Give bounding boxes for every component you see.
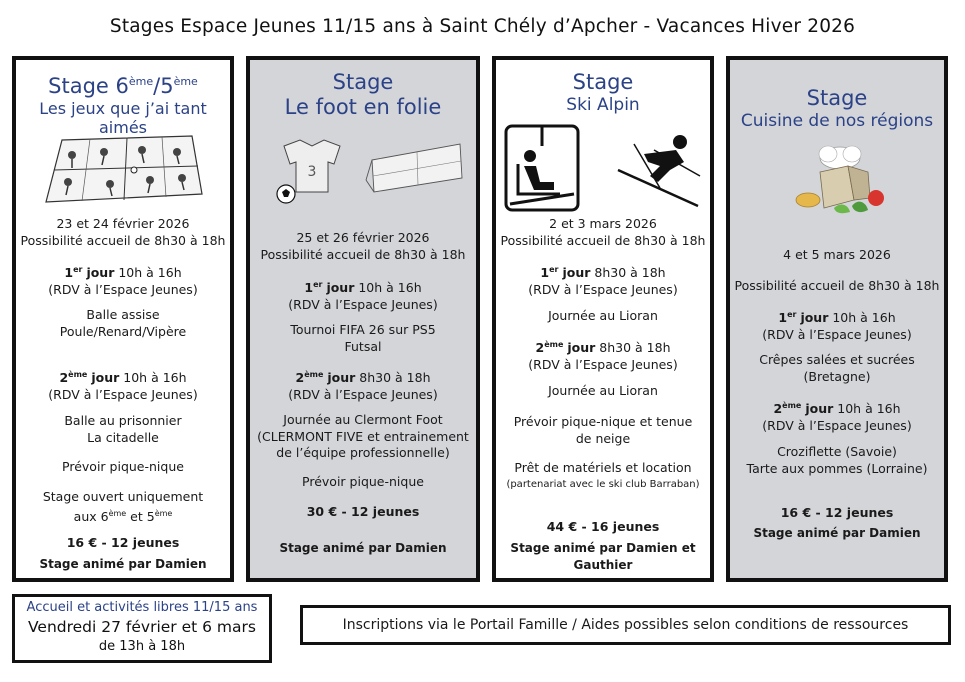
stage-subtitle: Les jeux que j’ai tant aimés xyxy=(39,99,207,138)
inscriptions-banner: Inscriptions via le Portail Famille / Aides possibles selon conditions de ressources xyxy=(300,605,951,645)
stage-subtitle: Ski Alpin xyxy=(566,95,640,116)
stage-price: 16 € - 12 jeunes xyxy=(780,505,894,520)
football-illustration xyxy=(272,136,466,206)
cooking-illustration xyxy=(794,142,890,216)
chairlift-icon xyxy=(504,124,580,212)
stage-price: 16 € - 12 jeunes xyxy=(66,535,180,550)
svg-text:3: 3 xyxy=(307,164,317,180)
stage-header: Stage Cuisine de nos régions xyxy=(730,86,944,132)
stage-card-foot: Stage Le foot en folie 3 25 et 26 février 2026 Possibilité accueil de 8h30 à 18h 1er jour 10h à 16h (RDV à l’Espace Jeunes) Tournoi FIFA 26 sur PS5 Futsal 2ème jour 8h30 à 18h (RDV à l’Espace Jeunes) Journée au Clermont Foot (CLERMONT FIVE et entrainement de l’équipe professionnelle) Prévoir pique-nique 30 € - 12 jeunes Stage animé par Damien xyxy=(246,56,480,582)
stage-header: Stage Ski Alpin xyxy=(496,70,710,116)
stage-subtitle: Le foot en folie xyxy=(284,95,442,120)
stage-animator: Stage animé par Damien et Gauthier xyxy=(510,541,696,572)
page-title: Stages Espace Jeunes 11/15 ans à Saint Chély d’Apcher - Vacances Hiver 2026 xyxy=(109,16,856,37)
stage-animator: Stage animé par Damien xyxy=(39,557,207,571)
stage-price: 44 € - 16 jeunes xyxy=(546,519,660,534)
stage-animator: Stage animé par Damien xyxy=(279,541,447,555)
stage-card-cuisine: Stage Cuisine de nos régions 4 et 5 mars 2026 Possibilité accueil de 8h30 à 18h 1er jour 10h à 16h (RDV à l’Espace Jeunes) Crêpes salées et sucrées (Bretagne) 2ème jour 10h à 16h (RDV à l’Espace Jeunes) Croziflette (Savoie) Tarte aux pommes (Lorraine) 16 € - 12 jeunes Stage animé par Damien xyxy=(726,56,948,582)
accueil-libre-box: Accueil et activités libres 11/15 ans Vendredi 27 février et 6 mars de 13h à 18h xyxy=(12,594,272,663)
stage-animator: Stage animé par Damien xyxy=(753,526,921,540)
stage-subtitle: Cuisine de nos régions xyxy=(740,111,934,132)
stage-header: Stage 6ème/5ème Les jeux que j’ai tant aimés xyxy=(16,74,230,138)
stage-price: 30 € - 12 jeunes xyxy=(306,504,420,519)
stage-header: Stage Le foot en folie xyxy=(250,70,476,120)
stage-card-ski: Stage Ski Alpin 2 et 3 mars 2026 Possibilité accueil de 8h30 à 18h 1er jour 8h30 à 18h (RDV à l’Espace Jeunes) Journée au Lioran 2ème jour 8h30 à 18h (RDV à l’Espace Jeunes) Journée au Lioran Prévoir pique-nique et tenue de neige Prêt de matériels et location (partenariat avec le ski club Barraban) 44 € - 16 jeunes Stage animé par Damien et Gauthier xyxy=(492,56,714,582)
skier-icon xyxy=(614,130,706,210)
stage-card-jeux: Stage 6ème/5ème Les jeux que j’ai tant aimés 23 et 24 février 2026 Possibilité accueil de 8h30 à 18h 1er jour 10h à 16h (RDV à l’Espace Jeunes) Balle assise Poule/Renard/Vipère 2ème jour 10h à 16h (RDV à l’Espace Jeunes) Balle au prisonnier La citadelle Prévoir pique-nique Stage ouvert uniquement aux 6ème et 5ème 16 € - 12 jeunes Stage animé par Damien xyxy=(12,56,234,582)
game-board-illustration xyxy=(42,130,206,210)
